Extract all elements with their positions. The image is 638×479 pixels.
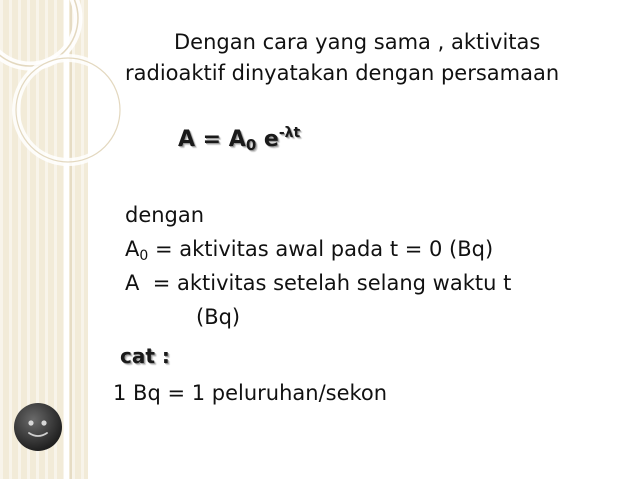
definition-a-continued: (Bq)	[196, 305, 241, 329]
definition-a0	[125, 237, 493, 268]
becquerel-note: 1 Bq = 1 peluruhan/sekon	[113, 381, 388, 405]
intro-line-2: radioaktif dinyatakan dengan persamaan	[125, 61, 560, 85]
formula-base: e	[256, 127, 279, 152]
cat-label: cat :	[120, 344, 170, 368]
def-a0-subscript: 0	[139, 248, 149, 264]
dengan-label: dengan	[125, 203, 205, 227]
formula-a0-subscript: 0	[245, 136, 257, 154]
intro-line-1: Dengan cara yang sama , aktivitas	[174, 30, 541, 54]
def-a0-text: = aktivitas awal pada t = 0 (Bq)	[148, 237, 494, 261]
def-a0-symbol: A	[125, 237, 140, 261]
definition-a	[125, 271, 511, 295]
formula-lhs: A = A	[178, 127, 246, 152]
def-a-symbol: A	[125, 271, 140, 295]
def-a-text: = aktivitas setelah selang waktu t	[139, 271, 512, 295]
formula-exponent: -λt	[278, 125, 301, 141]
activity-formula	[178, 125, 300, 154]
